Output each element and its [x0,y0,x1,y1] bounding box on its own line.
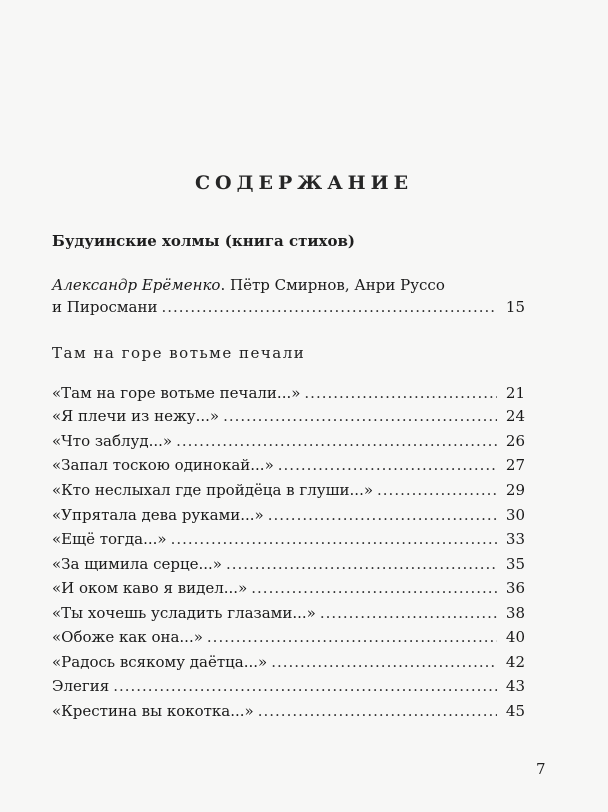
toc-entry [52,506,525,528]
toc-entry-title: «За щимила серце...» [52,555,222,573]
toc-entry [52,384,525,406]
page-title: СОДЕРЖАНИЕ [194,172,414,194]
toc-entry-title: «Ты хочешь усладить глазами...» [52,604,316,622]
toc-entry [52,628,525,650]
toc-entry-title: «Запал тоскою одинокай...» [52,456,274,474]
toc-entry-page: 21 [505,384,525,402]
toc-entry [52,407,525,429]
toc-entry-page: 45 [505,702,525,720]
toc-entry-title: «Упрятала дева руками...» [52,506,264,524]
toc-entry-title: «Кто неслыхал где пройдёца в глуши...» [52,481,374,499]
intro-line-2 [52,296,525,318]
toc-entry [52,604,525,626]
toc-entry [52,555,525,577]
intro-line-1 [52,274,525,296]
toc-entry-page: 29 [505,481,525,499]
dot-leader [304,384,497,402]
toc-entry [52,530,525,552]
toc-entry-title: «Крестина вы кокотка...» [52,702,254,720]
dot-leader [161,296,497,318]
toc-entry-page: 27 [505,456,525,474]
toc-entry [52,677,525,699]
section-heading: Будуинские холмы (книга стихов) [52,232,355,250]
toc-entry-page: 26 [505,432,525,450]
dot-leader [258,702,497,720]
toc-entry [52,456,525,478]
intro-entry [52,274,525,318]
toc-entry [52,653,525,675]
subsection-heading: Там на горе вотьме печали [52,344,306,362]
intro-title-part2: и Пиросмани [52,298,158,316]
toc-entry-title: «И оком каво я видел...» [52,579,248,597]
dot-leader [223,407,497,425]
dot-leader [176,432,497,450]
toc-entry-page: 42 [505,653,525,671]
toc-entry [52,579,525,601]
toc-entry [52,432,525,454]
toc-entry-page: 40 [505,628,525,646]
toc-entry-page: 35 [505,555,525,573]
dot-leader [271,653,497,671]
toc-entry-page: 24 [505,407,525,425]
toc-entry-title: «Что заблуд...» [52,432,173,450]
dot-leader [251,579,497,597]
toc-entry-title: «Радось всякому даётца...» [52,653,268,671]
dot-leader [377,481,497,499]
toc-entry-title: «Ещё тогда...» [52,530,167,548]
toc-entry-title: «Обоже как она...» [52,628,203,646]
toc-entry-page: 38 [505,604,525,622]
toc-entry-page: 30 [505,506,525,524]
dot-leader [320,604,497,622]
toc-entry-title: Элегия [52,677,110,695]
dot-leader [207,628,497,646]
dot-leader [268,506,497,524]
dot-leader [226,555,497,573]
toc-entry-title: «Я плечи из нежу...» [52,407,220,425]
dot-leader [171,530,497,548]
toc-entry-page: 36 [505,579,525,597]
toc-entry [52,481,525,503]
toc-entry-title: «Там на горе вотьме печали...» [52,384,301,402]
intro-title-part1: . Пётр Смирнов, Анри Руссо [220,276,445,294]
dot-leader [278,456,497,474]
toc-entry-page: 33 [505,530,525,548]
intro-author: Александр Ерёменко [52,276,221,294]
intro-page-number: 15 [505,298,525,316]
dot-leader [113,677,497,695]
toc-entry-page: 43 [505,677,525,695]
page-number: 7 [536,760,546,778]
toc-entry [52,702,525,724]
